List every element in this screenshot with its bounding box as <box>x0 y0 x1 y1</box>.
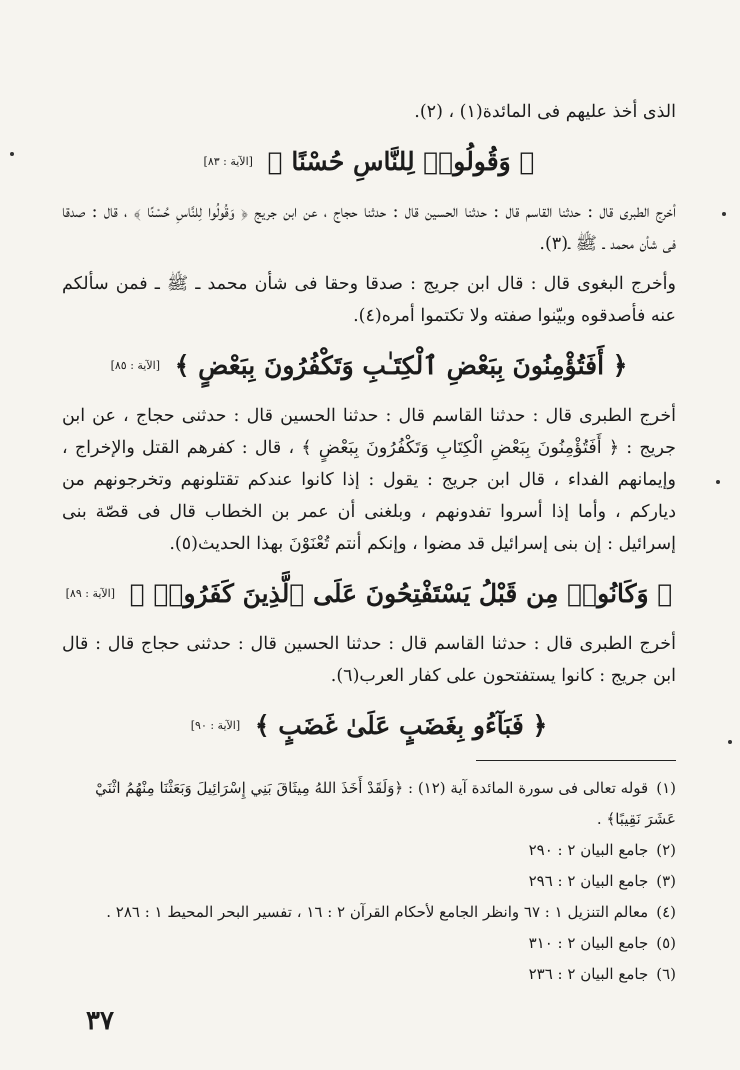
verse-heading-83 <box>62 142 676 182</box>
verse-heading-89 <box>62 574 676 614</box>
footnote-text: جامع البيان ٢ : ٣١٠ <box>528 934 649 952</box>
footnote-number: (١) <box>656 779 676 797</box>
scan-speck <box>728 740 732 744</box>
footnote <box>62 959 676 990</box>
footnote-number: (٣) <box>656 872 676 890</box>
bracket-open: ﴿ <box>612 351 628 380</box>
paragraph: أخرج الطبرى قال : حدثنا القاسم قال : حدثنا الحسين قال : حدثنى حجاج قال : قال ابن جريج : كانوا يستفتحون على كفار العرب(٦). <box>62 634 676 686</box>
footnote-divider <box>476 760 676 761</box>
scan-speck <box>10 152 14 156</box>
footnote-text: جامع البيان ٢ : ٢٩٦ <box>528 872 649 890</box>
footnote <box>62 897 676 928</box>
verse-ref: [الآية : ٩٠] <box>190 719 241 732</box>
paragraph: أخرج الطبرى قال : حدثنا القاسم قال : حدثنا الحسين قال : حدثنا حجاج ، عن ابن جريج ﴿ وَقُولُوا لِلنَّاسِ حُسْنًا ﴾ ، قال : صدقا فى شأن محمد ـ ﷺ ـ(٣). <box>62 202 676 254</box>
verse-text: فَبَآءُو بِغَضَبٍ عَلَىٰ غَضَبٍ <box>278 711 524 740</box>
verse-text: وَقُولُوا۟ لِلنَّاسِ حُسْنًا <box>291 147 511 176</box>
bracket-close: ﴾ <box>267 147 283 176</box>
footnote-text: جامع البيان ٢ : ٢٩٠ <box>528 841 649 859</box>
footnote <box>62 866 676 897</box>
scan-speck <box>716 480 720 484</box>
verse-ref: [الآية : ٨٥] <box>110 359 160 372</box>
verse-ref: [الآية : ٨٣] <box>203 155 253 168</box>
bracket-open: ﴿ <box>532 711 548 740</box>
scan-speck <box>722 212 726 216</box>
footnote-number: (٢) <box>656 841 676 859</box>
footnote-number: (٦) <box>656 965 676 983</box>
bracket-close: ﴾ <box>174 351 190 380</box>
footnotes <box>62 773 676 990</box>
footnote <box>62 928 676 959</box>
footnote-text: جامع البيان ٢ : ٢٣٦ <box>528 965 649 983</box>
page-number: ٣٧ <box>86 1006 114 1036</box>
footnote-number: (٥) <box>656 934 676 952</box>
verse-heading-85 <box>62 346 676 386</box>
footnote-text: معالم التنزيل ١ : ٦٧ وانظر الجامع لأحكام القرآن ٢ : ١٦ ، تفسير البحر المحيط ١ : ٢٨٦ . <box>106 903 649 921</box>
bracket-open: ﴿ <box>657 579 673 608</box>
verse-text: أَفَتُؤْمِنُونَ بِبَعْضِ ٱلْكِتَـٰبِ وَتَكْفُرُونَ بِبَعْضٍ <box>198 351 605 380</box>
bracket-close: ﴾ <box>254 711 270 740</box>
verse-ref: [الآية : ٨٩] <box>65 587 116 600</box>
footnote <box>62 773 676 835</box>
verse-heading-90 <box>62 706 676 746</box>
bracket-close: ﴾ <box>129 579 145 608</box>
footnote-text: قوله تعالى فى سورة المائدة آية (١٢) : ﴿وَلَقَدْ أَخَذَ اللهُ مِيثَاقَ بَنِي إِسْرَائِيلَ وَبَعَثْنَا مِنْهُمُ اثْنَيْ عَشَرَ نَقِيبًا﴾ . <box>95 779 676 828</box>
verse-text: وَكَانُوا۟ مِن قَبْلُ يَسْتَفْتِحُونَ عَلَى ٱلَّذِينَ كَفَرُوا۟ <box>153 579 649 608</box>
paragraph: أخرج الطبرى قال : حدثنا القاسم قال : حدثنا الحسين قال : حدثنى حجاج ، عن ابن جريج : ﴿ أَفَتُؤْمِنُونَ بِبَعْضِ الْكِتَابِ وَتَكْفُرُونَ بِبَعْضٍ ﴾ ، قال : كفرهم القتل والإخراج ، وإيمانهم الفداء ، قال ابن جريج : يقول : إذا كانوا عندكم تقتلونهم وتخرجونهم من دياركم ، وأما إذا أسروا تفدونهم ، وبلغنى أن عمر بن الخطاب قال فى قصّة بنى إسرائيل : إن بنى إسرائيل قد مضوا ، وإنكم أنتم تُعْنَوْنَ بهذا الحديث(٥). <box>62 406 676 554</box>
page-body <box>62 96 676 990</box>
opening-line: الذى أخذ عليهم فى المائدة(١) ، (٢). <box>414 102 676 122</box>
bracket-open: ﴿ <box>519 147 535 176</box>
paragraph: وأخرج البغوى قال : قال ابن جريج : صدقا وحقا فى شأن محمد ـ ﷺ ـ فمن سألكم عنه فأصدقوه وبيّنوا صفته ولا تكتموا أمره(٤). <box>62 274 676 326</box>
footnote-number: (٤) <box>656 903 676 921</box>
footnote <box>62 835 676 866</box>
